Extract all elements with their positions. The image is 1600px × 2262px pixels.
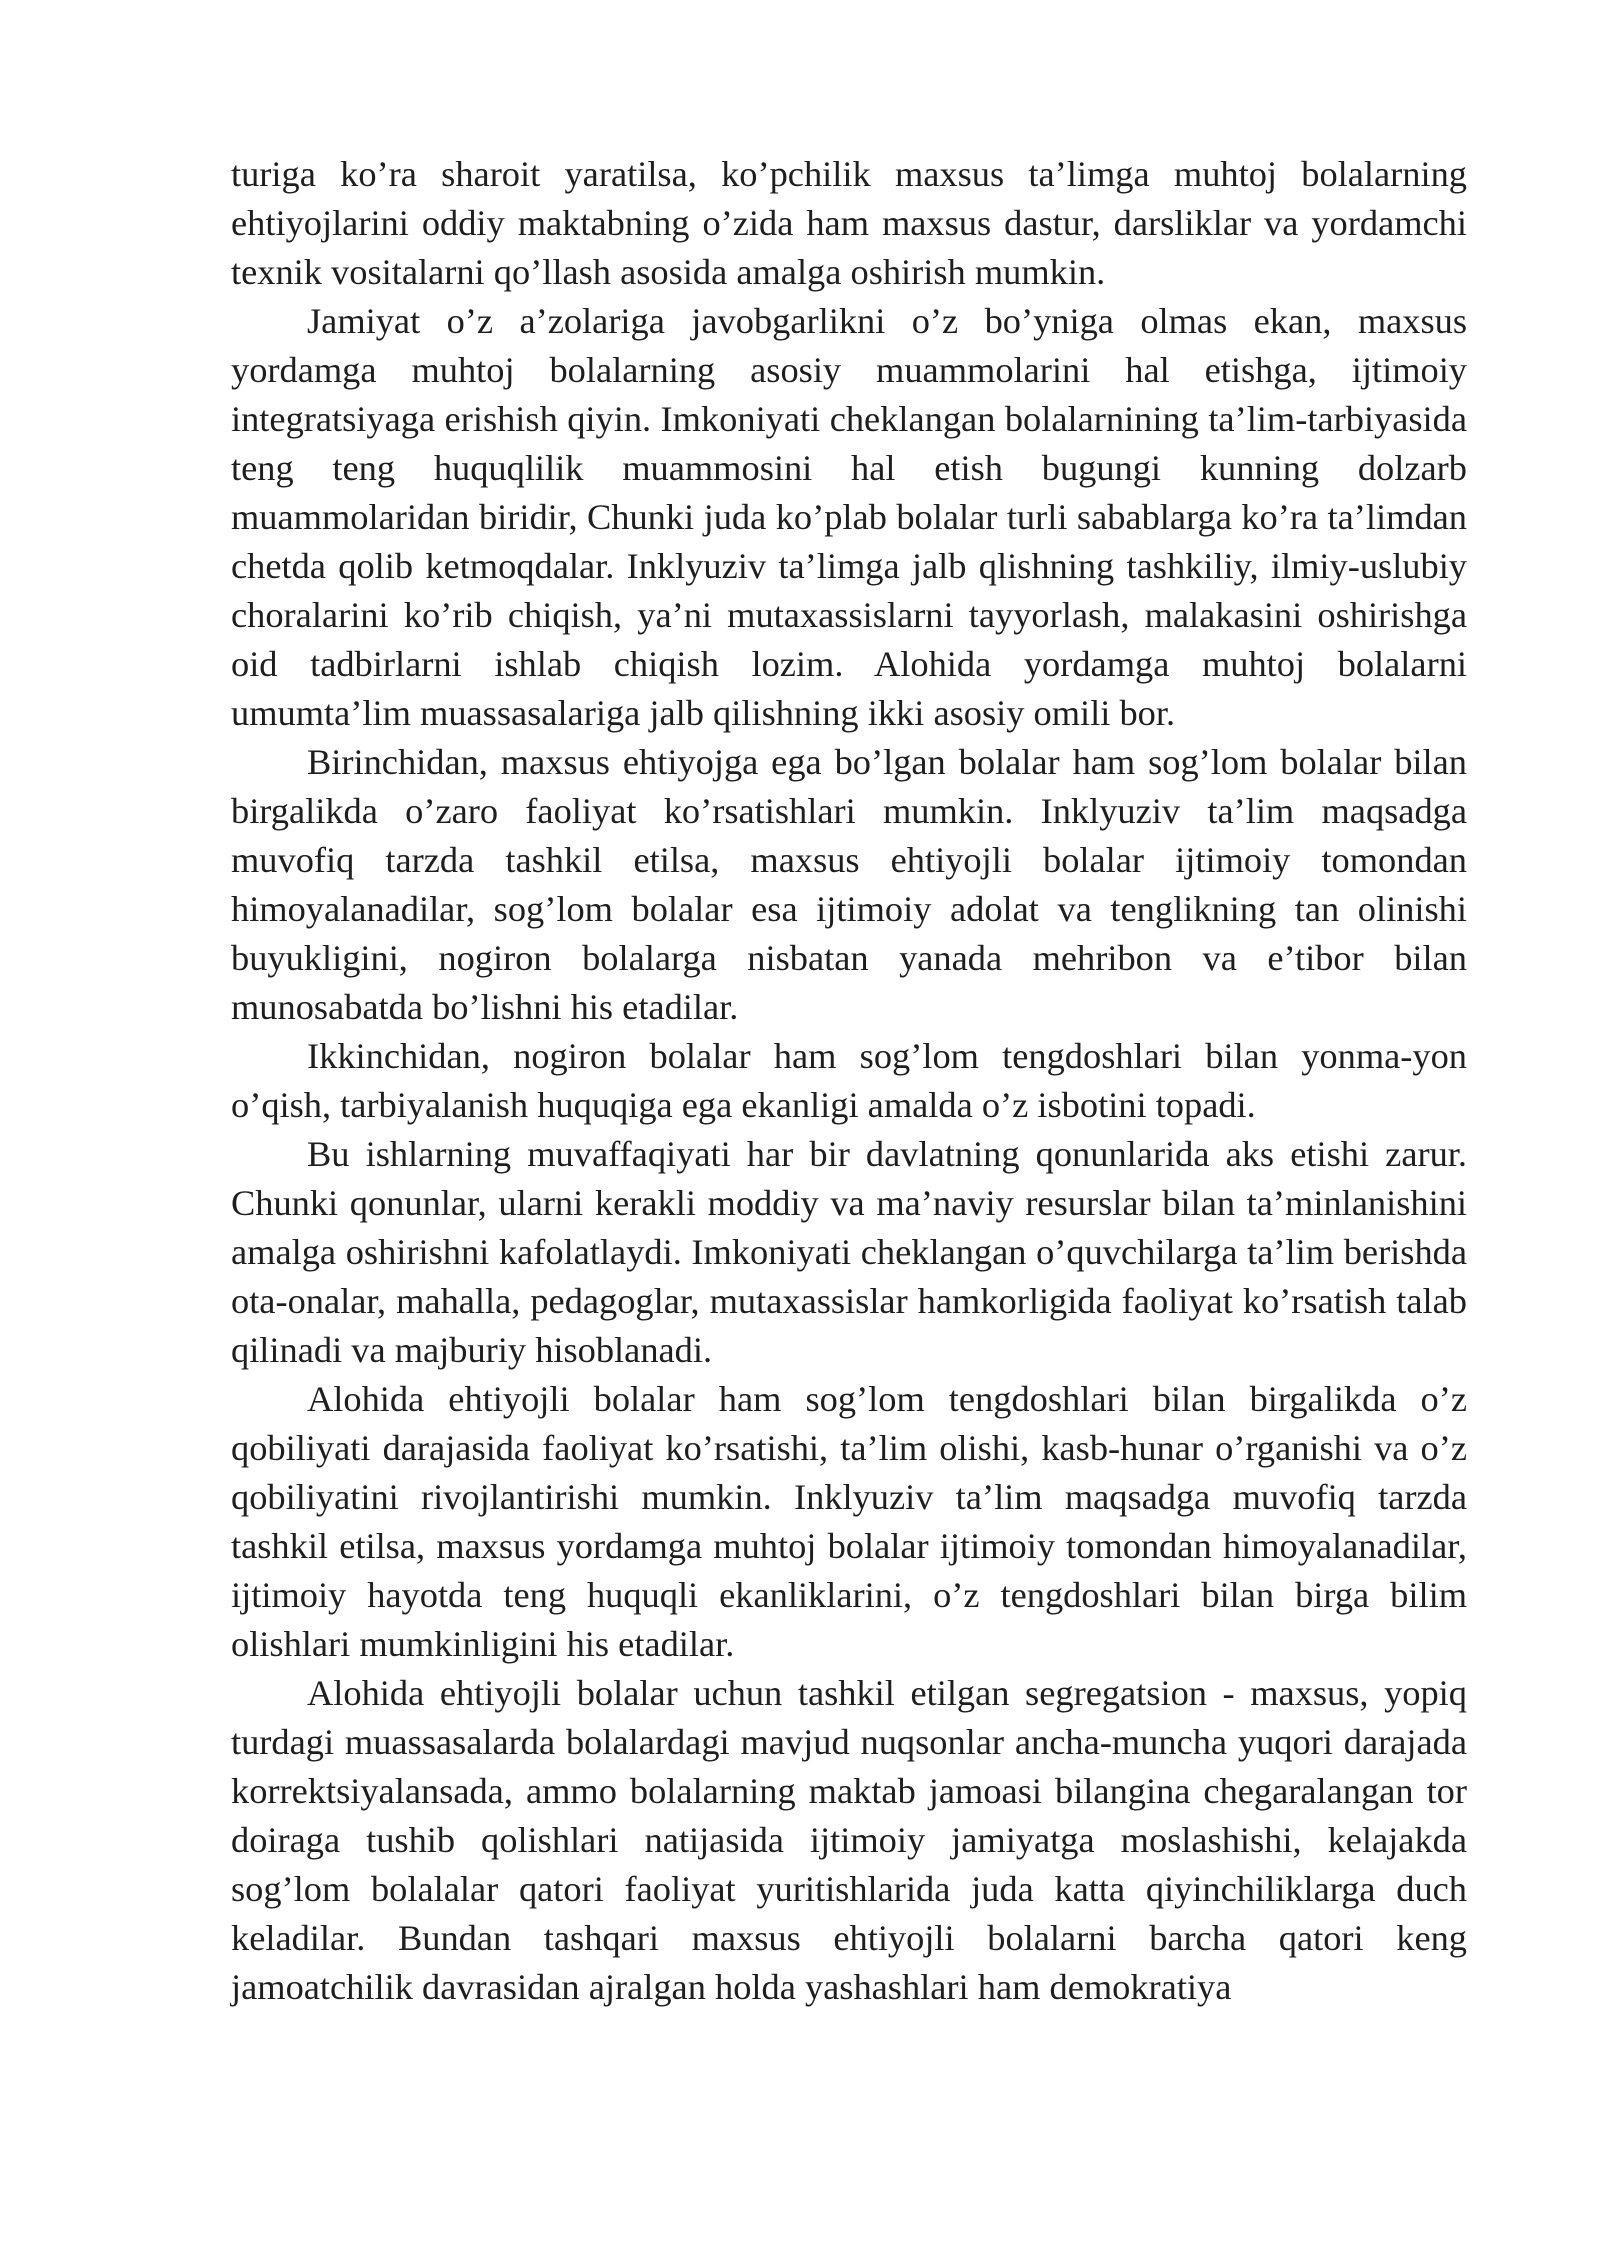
paragraph: Bu ishlarning muvaffaqiyati har bir davlatning qonunlarida aks etishi zarur. Chunki qonunlar, ularni kerakli moddiy va ma’naviy resurslar bilan ta’minlanishini amalga oshirishni kafolatlaydi. Imkoniyati cheklangan o’quvchilarga ta’lim berishda ota-onalar, mahalla, pedagoglar, mutaxassislar hamkorligida faoliyat ko’rsatish talab qilinadi va majburiy hisoblanadi. bbox=[231, 1134, 1467, 1370]
paragraph: Ikkinchidan, nogiron bolalar ham sog’lom tengdoshlari bilan yonma-yon o’qish, tarbiyalanish huquqiga ega ekanligi amalda o’z isbotini topadi. bbox=[231, 1036, 1467, 1125]
paragraph: Alohida ehtiyojli bolalar ham sog’lom tengdoshlari bilan birgalikda o’z qobiliyati darajasida faoliyat ko’rsatishi, ta’lim olishi, kasb-hunar o’rganishi va o’z qobiliyatini rivojlantirishi mumkin. Inklyuziv ta’lim maqsadga muvofiq tarzda tashkil etilsa, maxsus yordamga muhtoj bolalar ijtimoiy tomondan himoyalanadilar, ijtimoiy hayotda teng huquqli ekanliklarini, o’z tengdoshlari bilan birga bilim olishlari mumkinligini his etadilar. bbox=[231, 1379, 1467, 1664]
paragraph: Alohida ehtiyojli bolalar uchun tashkil etilgan segregatsion - maxsus, yopiq turdagi muassasalarda bolalardagi mavjud nuqsonlar ancha-muncha yuqori darajada korrektsiyalansada, ammo bolalarning maktab jamoasi bilangina chegaralangan tor doiraga tushib qolishlari natijasida ijtimoiy jamiyatga moslashishi, kelajakda sog’lom bolalalar qatori faoliyat yuritishlarida juda katta qiyinchiliklarga duch keladilar. Bundan tashqari maxsus ehtiyojli bolalarni barcha qatori keng jamoatchilik davrasidan ajralgan holda yashashlari ham demokratiya bbox=[231, 1673, 1467, 2007]
paragraph: Birinchidan, maxsus ehtiyojga ega bo’lgan bolalar ham sog’lom bolalar bilan birgalikda o’zaro faoliyat ko’rsatishlari mumkin. Inklyuziv ta’lim maqsadga muvofiq tarzda tashkil etilsa, maxsus ehtiyojli bolalar ijtimoiy tomondan himoyalanadilar, sog’lom bolalar esa ijtimoiy adolat va tenglikning tan olinishi buyukligini, nogiron bolalarga nisbatan yanada mehribon va e’tibor bilan munosabatda bo’lishni his etadilar. bbox=[231, 742, 1467, 1027]
paragraph-continuation: turiga ko’ra sharoit yaratilsa, ko’pchilik maxsus ta’limga muhtoj bolalarning ehtiyojlarini oddiy maktabning o’zida ham maxsus dastur, darsliklar va yordamchi texnik vositalarni qo’llash asosida amalga oshirish mumkin. bbox=[231, 154, 1467, 292]
document-body-text bbox=[231, 150, 1467, 2012]
paragraph: Jamiyat o’z a’zolariga javobgarlikni o’z bo’yniga olmas ekan, maxsus yordamga muhtoj bolalarning asosiy muammolarini hal etishga, ijtimoiy integratsiyaga erishish qiyin. Imkoniyati cheklangan bolalarnining ta’lim-tarbiyasida teng teng huquqlilik muammosini hal etish bugungi kunning dolzarb muammolaridan biridir, Chunki juda ko’plab bolalar turli sabablarga ko’ra ta’limdan chetda qolib ketmoqdalar. Inklyuziv ta’limga jalb qlishning tashkiliy, ilmiy-uslubiy choralarini ko’rib chiqish, ya’ni mutaxassislarni tayyorlash, malakasini oshirishga oid tadbirlarni ishlab chiqish lozim. Alohida yordamga muhtoj bolalarni umumta’lim muassasalariga jalb qilishning ikki asosiy omili bor. bbox=[231, 301, 1467, 733]
